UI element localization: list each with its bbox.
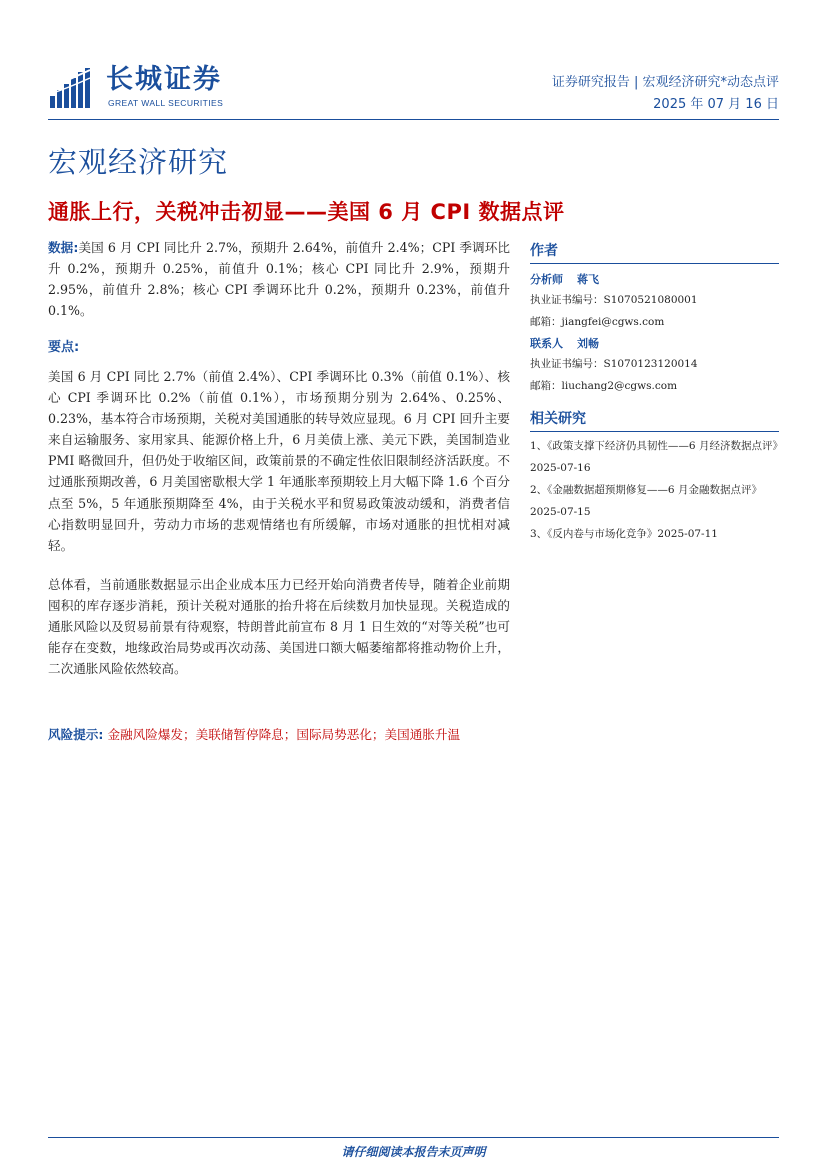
analyst-name: 蒋飞 [577, 273, 599, 286]
footer-disclaimer: 请仔细阅读本报告末页声明 [341, 1145, 486, 1159]
contact-name: 刘畅 [577, 337, 599, 350]
logo-name-cn: 长城证券 [106, 64, 222, 95]
logo-name-en: GREAT WALL SECURITIES [108, 98, 224, 108]
contact-line [530, 334, 779, 354]
company-logo [48, 64, 228, 112]
risk-warning [48, 725, 460, 745]
contact-cert: 执业证书编号：S1070123120014 [530, 358, 698, 370]
related-research-list [530, 436, 779, 546]
header-meta [552, 72, 779, 116]
related-research-heading: 相关研究 [530, 408, 779, 432]
analysis-paragraph-2: 总体看，当前通胀数据显示出企业成本压力已经开始向消费者传导，随着企业前期囤积的库存逐步消耗，预计关税对通胀的抬升将在后续数月加快显现。关税造成的通胀风险以及贸易前景有待观察，特朗普此前宣布 8 月 1 日生效的“对等关税”也可能存在变数，地缘政治局势或再次动荡、美国进口额大幅萎缩都将推动物价上升，二次通胀风险依然较高。 [48, 577, 510, 677]
author-heading: 作者 [530, 240, 779, 264]
data-label: 数据: [48, 240, 79, 255]
header-divider [48, 119, 779, 120]
contact-email[interactable]: 邮箱：liuchang2@cgws.com [530, 380, 678, 392]
analyst-cert: 执业证书编号：S1070521080001 [530, 294, 698, 306]
analyst-role: 分析师 [530, 273, 563, 286]
contact-role: 联系人 [530, 337, 563, 350]
report-category: 证券研究报告 | 宏观经济研究*动态点评 [551, 75, 779, 90]
footer-divider [48, 1137, 779, 1138]
analysis-paragraph-1: 美国 6 月 CPI 同比 2.7%（前值 2.4%）、CPI 季调环比 0.3%（前值 0.1%）、核心 CPI 季调环比 0.2%（前值 0.1%），市场预期分别为 2.64%、0.25%、0.23%，基本符合市场预期，关税对美国通胀的转导效应显现。6 月 CPI 回升主要来自运输服务、家用家具、能源价格上升，6 月美债上涨、美元下跌，美国制造业 PMI 略微回升，但仍处于收缩区间，政策前景的不确定性依旧限制经济活跃度。不过通胀预期改善，6 月美国密歇根大学 1 年通胀率预期较上月大幅下降 1.6 个百分点至 5%，5 年通胀预期降至 4%，由于关税水平和贸易政策波动缓和，消费者信心指数明显回升，劳动力市场的悲观情绪也有所缓解，市场对通胀的担忧相对减轻。 [48, 369, 510, 553]
analyst-email[interactable]: 邮箱：jiangfei@cgws.com [530, 316, 665, 328]
data-summary [48, 237, 510, 321]
analyst-line [530, 270, 779, 290]
great-wall-logo-icon [48, 66, 92, 110]
risk-label: 风险提示: [48, 727, 104, 742]
list-item[interactable]: 3、《反内卷与市场化竞争》2025-07-11 [530, 528, 718, 540]
risk-text: 金融风险爆发；美联储暂停降息；国际局势恶化；美国通胀升温 [107, 727, 461, 742]
keypoints-label: 要点: [48, 340, 80, 355]
report-date: 2025 年 07 月 16 日 [653, 97, 779, 112]
report-title: 通胀上行，关税冲击初显——美国 6 月 CPI 数据点评 [48, 200, 565, 224]
data-text: 美国 6 月 CPI 同比升 2.7%，预期升 2.64%，前值升 2.4%；CPI 季调环比升 0.2%，预期升 0.25%，前值升 0.1%；核心 CPI 同比升 2.9%，预期升 2.95%，前值升 2.8%；核心 CPI 季调环比升 0.2%，预期升 0.23%，前值升 0.1%。 [48, 240, 510, 318]
list-item[interactable]: 2、《金融数据超预期修复——6 月金融数据点评》2025-07-15 [530, 484, 762, 518]
sidebar [530, 240, 779, 547]
list-item[interactable]: 1、《政策支撑下经济仍具韧性——6 月经济数据点评》2025-07-16 [530, 440, 778, 474]
section-title: 宏观经济研究 [48, 145, 229, 179]
